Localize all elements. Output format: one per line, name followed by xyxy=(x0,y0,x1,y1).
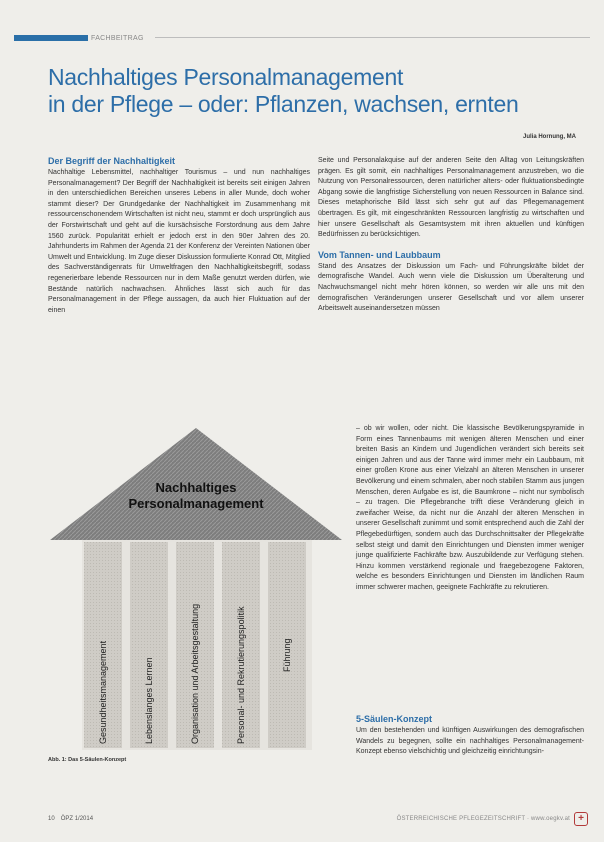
publication-source: ÖSTERREICHISCHE PFLEGEZEITSCHRIFT · www.oegkv.at xyxy=(396,816,570,822)
pillar-label-1: Gesundheitsmanagement xyxy=(98,640,108,744)
rubric-divider xyxy=(155,37,590,38)
page-footer xyxy=(48,812,588,826)
section-text-1-continued: Seite und Personalakquise auf der anderen Seite den Alltag von Leitungskräften prägen. Es gilt somit, ein nachhaltiges Personalmanagement anzustreben, wo die Nutzung von Personalressourcen, deren natürlicher alters- oder fluktuationsbedingte Abgang sowie die langfristige Sicherstellung von neuen Ressourcen in Balance sind. Dieses metaphorische Bild lässt sich sehr gut auf das Pflegemanagement übertragen. Es gilt, mit eingeschränkten Ressourcen langfristig zu wirtschaften und hier unsere Gesellschaft als Gesamtsystem mit ihren aktuellen und künftigen Bedürfnissen zu berücksichtigen. xyxy=(318,157,584,239)
plus-box-icon: + xyxy=(574,812,588,826)
section-3 xyxy=(356,714,584,758)
rubric-label: FACHBEITRAG xyxy=(91,34,144,42)
section-text-2: Stand des Ansatzes der Diskussion um Fach- und Führungskräfte bildet der demografische Wandel. Auch wenn viele die Diskussion um Überalterung und Nachwuchsmangel nicht mehr hören können, so werden wir alle uns mit den demografischen Veränderungen unserer Gesellschaft und vor allem unserer Arbeitswelt auseinandersetzen müssen xyxy=(318,262,584,313)
figure-caption: Abb. 1: Das 5-Säulen-Konzept xyxy=(48,757,127,763)
pillar-diagram xyxy=(48,422,344,752)
section-text-3: Um den bestehenden und künftigen Auswirkungen des demografischen Wandels zu begegnen, sollte ein nachhaltiges Personalmanagement-Konzept ebenso vielschichtig und gleichzeitig einrichtungsin- xyxy=(356,727,584,756)
section-text-1: Nachhaltige Lebensmittel, nachhaltiger Tourismus – und nun nachhaltiges Personalmanagement? Der Begriff der Nachhaltigkeit ist bereits seit einigen Jahren in den unterschiedlichen Bereichen unseres Lebens in aller Munde, doch woher stammt dieser? Der Grundgedanke der Nachhaltigkeit im Zusammenhang mit ressourcenschonendem Wirtschaften ist nicht neu, stammt er doch ursprünglich aus der Forstwirtschaft und geht auf die kursächsische Forstordnung aus dem Jahre 1560 zurück. Popularität erhielt er jedoch erst in den 90er Jahren des 20. Jahrhunderts im Rahmen der Agenda 21 der Konferenz der Vereinten Nationen über Umwelt und Entwicklung. Im Zuge dieser Diskussion formulierte Konrad Ott, Mitglied des Sachverständigenrats für Umweltfragen den Nachhaltigkeitsbegriff, sodass regenerierbare lebende Ressourcen nur in dem Maße genutzt werden dürfen, wie Bestände natürlich nachwachsen. Ähnliches lässt sich auch für das Personalmanagement in der Pflege aussagen, da auch hier Fluktuation auf der einen xyxy=(48,169,310,314)
section-heading-1: Der Begriff der Nachhaltigkeit xyxy=(48,156,176,166)
pillar-label-2: Lebenslanges Lernen xyxy=(144,657,154,744)
wrapped-text-block xyxy=(356,424,584,594)
five-pillar-figure xyxy=(48,422,344,752)
section-heading-2: Vom Tannen- und Laubbaum xyxy=(318,249,441,260)
rubric-bar xyxy=(14,35,88,41)
right-column xyxy=(318,156,584,315)
article-title xyxy=(48,64,588,118)
author: Julia Hornung, MA xyxy=(523,134,576,140)
pillar-label-4: Personal- und Rekrutierungspolitik xyxy=(236,606,246,744)
section-rubric xyxy=(14,34,144,42)
title-line-1: Nachhaltiges Personalmanagement xyxy=(48,64,404,90)
roof-label-2: Personalmanagement xyxy=(128,496,264,511)
section-text-2-wrap: – ob wir wollen, oder nicht. Die klassische Bevölkerungspyramide in Form eines Tannenbaums mit wenigen älteren Menschen und einer breiten Basis an Kindern und Jugendlichen verändert sich bereits seit einigen Jahren und aus der Tanne wird immer mehr ein Laubbaum, mit einer großen Krone aus einer Vielzahl an älteren Menschen in unserer Bevölkerung und einem schmalen, aber noch stabilen Stamm aus jungen Menschen, deren Aufgabe es ist, die Baumkrone – nicht nur symbolisch – zu tragen. Die Pflegebranche trifft diese Veränderung gleich in zweifacher Weise, da nicht nur die Anzahl der älteren Menschen in unserer Gesellschaft zunimmt und somit entsprechend auch die Zahl der Pflegebedürftigen, sondern auch das Durchschnittsalter der Pflegekräfte selbst steigt und damit den Einrichtungen und Diensten immer weniger junge qualifizierte Fachkräfte bzw. Auszubildende zur Verfügung stehen. Hinzu kommen verstärkend regionale und fraegebezogene Faktoren, welche es besonders Einrichtungen und Diensten im ländlichen Raum immer schwerer machen, geeignete Fachkräfte zu rekrutieren. xyxy=(356,425,584,591)
page-number: 10 xyxy=(48,816,55,822)
pillar-label-5: Führung xyxy=(282,638,292,672)
roof-label-1: Nachhaltiges xyxy=(155,480,237,495)
title-line-2: in der Pflege – oder: Pflanzen, wachsen, ernten xyxy=(48,91,519,117)
pillar-label-3: Organisation und Arbeitsgestaltung xyxy=(190,603,200,744)
section-heading-3: 5-Säulen-Konzept xyxy=(356,714,433,724)
issue-label: ÖPZ 1/2014 xyxy=(60,816,94,822)
left-column xyxy=(48,156,310,316)
